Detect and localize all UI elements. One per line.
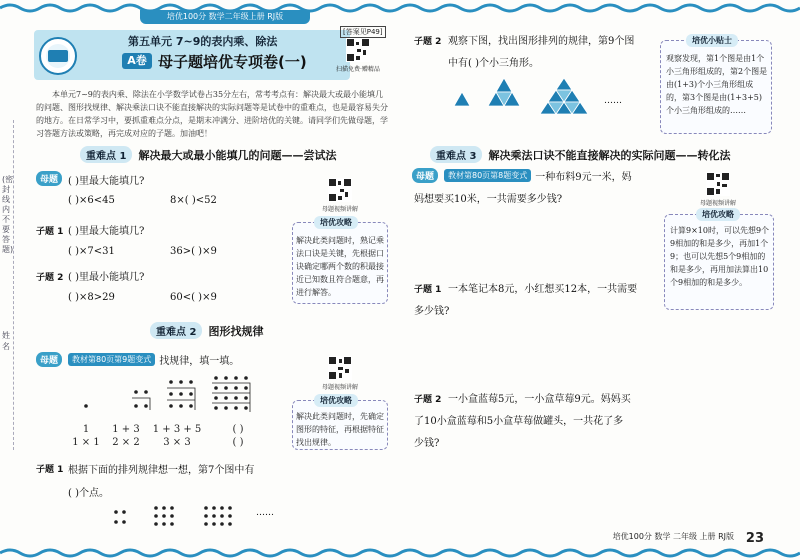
question-text: ( )里最大能填几? xyxy=(68,226,145,237)
unit-title: 第五单元 7~9的表内乘、除法 xyxy=(128,35,278,48)
tip-title: 培优攻略 xyxy=(696,208,740,221)
question-text: 一种布料9元一米，妈 xyxy=(535,172,632,183)
answer-blank-expression[interactable]: 60<( )×9 xyxy=(170,292,217,303)
mother-question-label: 母题 xyxy=(36,352,62,367)
child-question-label: 子题 2 xyxy=(414,395,442,405)
ellipsis: …… xyxy=(256,508,274,518)
tip-text: 解决此类问题时，熟记乘法口诀是关键，先根据口诀确定哪两个数的积最接近已知数且符合题意，再进行解答。 xyxy=(296,236,384,297)
page-number: 23 xyxy=(745,531,764,546)
paper-title: 母子题培优专项卷(一) xyxy=(158,53,307,71)
mother-question-label: 母题 xyxy=(412,168,438,183)
ellipsis: …… xyxy=(604,96,622,106)
answer-blank-expression[interactable]: ( )×6<45 xyxy=(68,195,115,206)
tip-text: 观察发现，第1个图是由1个小三角形组成的，第2个图是由(1+3)个小三角形组成的，第3个图是由(1+3+5)个小三角形组成的…… xyxy=(666,54,768,115)
answer-reference: [答案见P49] xyxy=(340,26,386,38)
question-text: 观察下图，找出图形排列的规律，第9个图 xyxy=(448,36,635,47)
section-2-chip: 重难点 2 xyxy=(150,322,202,339)
qr-caption: 扫描免费·赠精品 xyxy=(336,66,380,73)
child-question-label: 子题 1 xyxy=(36,227,64,237)
child-question-label: 子题 1 xyxy=(36,465,64,475)
answer-blank[interactable]: ( ) xyxy=(232,437,244,448)
section-1-title: 解决最大或最小能填几的问题——尝试法 xyxy=(138,148,337,162)
page-footer: 培优100分 数学 二年级 上册 RJ版 xyxy=(612,532,734,541)
answer-blank-expression[interactable]: ( )×7<31 xyxy=(68,246,115,257)
brand-logo-icon xyxy=(36,30,80,80)
section-3-title: 解决乘法口诀不能直接解决的实际问题——转化法 xyxy=(488,148,731,162)
section-1-heading xyxy=(80,146,336,163)
figure-caption: 1 + 3 xyxy=(112,424,140,435)
qr-caption: 母题视频讲解 xyxy=(322,206,359,213)
binding-note: (密封线内不要答题) xyxy=(2,175,14,254)
question-line xyxy=(444,168,632,183)
binding-name-label: 姓名 xyxy=(2,331,10,351)
question-text: ( )里最小能填几? xyxy=(68,272,145,283)
section-2-heading xyxy=(150,322,263,339)
answer-blank-text[interactable]: 中有( )个小三角形。 xyxy=(448,58,539,69)
qr-code-icon[interactable] xyxy=(346,38,370,62)
figure-caption: 1 xyxy=(82,424,90,435)
question-text: 一小盒蓝莓5元，一小盒草莓9元。妈妈买 xyxy=(448,394,631,405)
figure-caption: 1 + 3 + 5 xyxy=(152,424,202,435)
child-question-label: 子题 2 xyxy=(36,273,64,283)
question-text: 找规律，填一填。 xyxy=(159,356,240,367)
answer-blank-text[interactable]: ( )个点。 xyxy=(68,488,109,499)
question-text: 少钱? xyxy=(414,438,440,449)
answer-blank-expression[interactable]: 36>( )×9 xyxy=(170,246,217,257)
question-text: 多少钱? xyxy=(414,306,450,317)
qr-code-icon[interactable] xyxy=(706,172,730,196)
top-wave-border xyxy=(0,0,800,16)
question-text: 妈想要买10米，一共需要多少钱? xyxy=(414,194,563,205)
child-question-label: 子题 1 xyxy=(414,285,442,295)
question-text: 了10小盒蓝莓和5小盒草莓做罐头，一共花了多 xyxy=(414,416,624,427)
qr-code-icon[interactable] xyxy=(328,356,352,380)
tip-text: 计算9×10时，可以先想9个9相加的和是多少，再加1个9；也可以先想5个9相加的和是多少，再用加法算出10个9相加的和是多少。 xyxy=(670,226,770,287)
tip-title: 培优攻略 xyxy=(314,394,358,407)
series-strip: 培优100分 数学二年级上册 RJ版 xyxy=(140,10,310,24)
qr-code-icon[interactable] xyxy=(328,178,352,202)
paper-badge: A卷 xyxy=(122,53,152,69)
tip-title: 培优攻略 xyxy=(314,216,358,229)
figure-caption: 2 × 2 xyxy=(112,437,140,448)
figure-caption: 3 × 3 xyxy=(163,437,191,448)
section-1-chip: 重难点 1 xyxy=(80,146,132,163)
answer-blank[interactable]: ( ) xyxy=(232,424,244,435)
intro-paragraph: 本单元7~9的表内乘、除法在小学数学试卷占35分左右，常考考点有：解决最大或最小能填几的问题、图形找规律、解决乘法口诀不能直接解决的实际问题等是试卷中的重难点，也是最容易失分的地方。在日常学习中，要抓重难点分点，是期末冲满分、进阶培优的关键。请同学们先做母题，学习答题方法或策略，再完成对应的子题。加油吧！ xyxy=(36,90,388,138)
question-text: ( )里最大能填几? xyxy=(68,176,145,187)
question-text: 根据下面的排列规律想一想，第7个图中有 xyxy=(68,465,255,476)
binding-margin xyxy=(0,120,14,450)
qr-caption: 母题视频讲解 xyxy=(700,200,737,207)
figure-caption: 1 × 1 xyxy=(72,437,100,448)
bottom-wave-border xyxy=(0,546,800,560)
question-line xyxy=(68,352,239,367)
textbook-reference-tag: 教材第80页第9题变式 xyxy=(68,353,155,366)
child-question-label: 子题 2 xyxy=(414,37,442,47)
section-3-heading xyxy=(430,146,730,163)
answer-blank-expression[interactable]: 8×( )<52 xyxy=(170,195,217,206)
answer-blank-expression[interactable]: ( )×8>29 xyxy=(68,292,115,303)
mother-question-label: 母题 xyxy=(36,171,62,186)
tip-title: 培优小贴士 xyxy=(686,34,738,47)
textbook-reference-tag: 教材第80页第8题变式 xyxy=(444,169,531,182)
section-2-title: 图形找规律 xyxy=(208,324,264,338)
tip-text: 解决此类问题时，先确定图形的特征，再根据特征找出规律。 xyxy=(296,412,384,447)
qr-caption: 母题视频讲解 xyxy=(322,384,359,391)
question-text: 一本笔记本8元，小红想买12本，一共需要 xyxy=(448,284,638,295)
section-3-chip: 重难点 3 xyxy=(430,146,482,163)
